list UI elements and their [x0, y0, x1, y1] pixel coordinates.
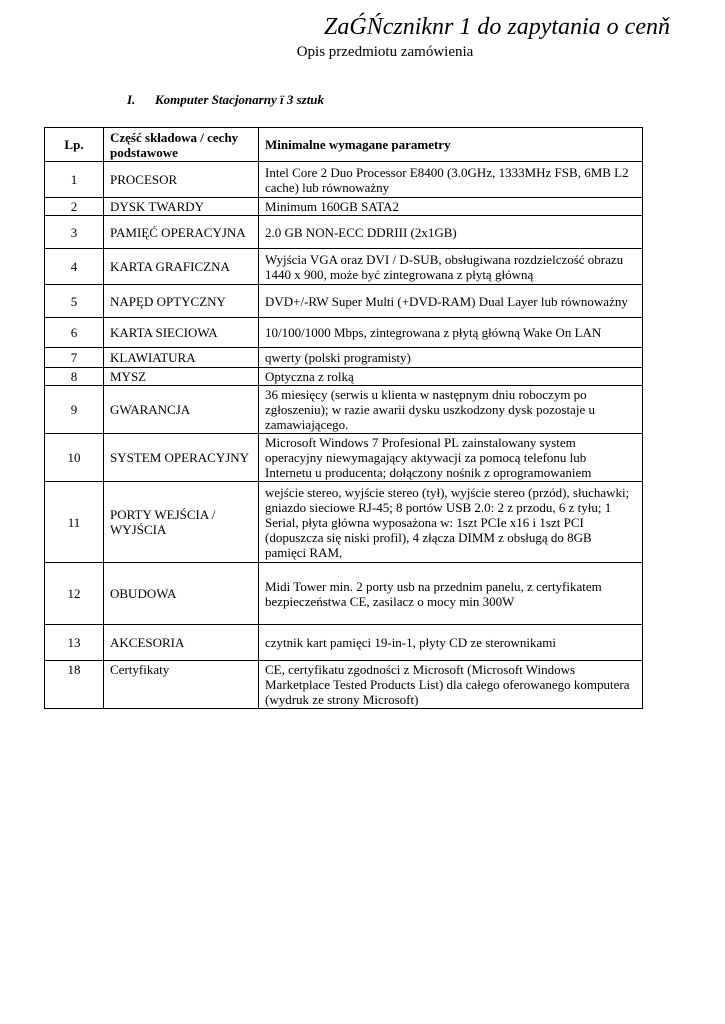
table-row [45, 368, 643, 386]
row-params-cell: Intel Core 2 Duo Processor E8400 (3.0GHz, 1333MHz FSB, 6MB L2 cache) lub równoważny [259, 162, 643, 198]
row-params-cell: DVD+/-RW Super Multi (+DVD-RAM) Dual Layer lub równoważny [259, 285, 643, 318]
header-lp: Lp. [45, 128, 104, 162]
row-params-cell: 2.0 GB NON-ECC DDRIII (2x1GB) [259, 216, 643, 249]
row-component-cell: KLAWIATURA [104, 348, 259, 368]
row-params-cell: wejście stereo, wyjście stereo (tył), wyjście stereo (przód), słuchawki; gniazdo sieciowe RJ-45; 8 portów USB 2.0: 2 z przodu, 6 z tyłu; 1 Serial, płyta główna wyposażona w: 1szt PCIe x16 i 1szt PCI (dopuszcza się niski profil), 4 złącza DIMM z obsługą do 8GB pamięci RAM, [259, 482, 643, 563]
row-lp-cell: 12 [45, 563, 104, 625]
row-lp-cell: 8 [45, 368, 104, 386]
row-params-cell: Wyjścia VGA oraz DVI / D-SUB, obsługiwana rozdzielczość obrazu 1440 x 900, może być zintegrowana z płytą główną [259, 249, 643, 285]
row-lp-cell: 18 [45, 661, 104, 709]
document-subtitle: Opis przedmiotu zamówienia [296, 44, 474, 60]
row-component-cell: PORTY WEJŚCIA / WYJŚCIA [104, 482, 259, 563]
row-params-cell: Midi Tower min. 2 porty usb na przednim panelu, z certyfikatem bezpieczeństwa CE, zasilacz o mocy min 300W [259, 563, 643, 625]
row-component-cell: DYSK TWARDY [104, 198, 259, 216]
table-row [45, 216, 643, 249]
row-lp-cell: 10 [45, 434, 104, 482]
row-component-cell: NAPĘD OPTYCZNY [104, 285, 259, 318]
row-component-cell: GWARANCJA [104, 386, 259, 434]
table-body [45, 162, 643, 709]
table-row [45, 482, 643, 563]
row-params-cell: qwerty (polski programisty) [259, 348, 643, 368]
table-row [45, 318, 643, 348]
row-lp-cell: 3 [45, 216, 104, 249]
row-params-cell: Minimum 160GB SATA2 [259, 198, 643, 216]
table-row [45, 285, 643, 318]
row-lp-cell: 13 [45, 625, 104, 661]
row-lp-cell: 11 [45, 482, 104, 563]
row-lp-cell: 9 [45, 386, 104, 434]
table-row [45, 661, 643, 709]
table-header-row [45, 128, 643, 162]
row-lp-cell: 5 [45, 285, 104, 318]
section-heading [127, 92, 324, 108]
row-component-cell: SYSTEM OPERACYJNY [104, 434, 259, 482]
table-row [45, 625, 643, 661]
row-component-cell: KARTA SIECIOWA [104, 318, 259, 348]
table-row [45, 348, 643, 368]
row-component-cell: KARTA GRAFICZNA [104, 249, 259, 285]
table-row [45, 563, 643, 625]
row-lp-cell: 7 [45, 348, 104, 368]
section-title: Komputer Stacjonarny ї 3 sztuk [155, 92, 325, 107]
row-params-cell: 10/100/1000 Mbps, zintegrowana z płytą główną Wake On LAN [259, 318, 643, 348]
row-params-cell: CE, certyfikatu zgodności z Microsoft (Microsoft Windows Marketplace Tested Products List) dla całego oferowanego komputera (wydruk ze strony Microsoft) [259, 661, 643, 709]
header-component: Część składowa / cechy podstawowe [104, 128, 259, 162]
section-number: I. [127, 92, 136, 107]
row-component-cell: PAMIĘĆ OPERACYJNA [104, 216, 259, 249]
row-lp-cell: 4 [45, 249, 104, 285]
row-params-cell: czytnik kart pamięci 19-in-1, płyty CD ze sterownikami [259, 625, 643, 661]
row-component-cell: MYSZ [104, 368, 259, 386]
row-component-cell: PROCESOR [104, 162, 259, 198]
table-row [45, 434, 643, 482]
row-params-cell: Optyczna z rolką [259, 368, 643, 386]
row-params-cell: Microsoft Windows 7 Profesional PL zainstalowany system operacyjny niewymagający aktywacji za pomocą telefonu lub Internetu u producenta; dołączony nośnik z oprogramowaniem [259, 434, 643, 482]
row-component-cell: Certyfikaty [104, 661, 259, 709]
table-row [45, 198, 643, 216]
row-lp-cell: 2 [45, 198, 104, 216]
row-lp-cell: 1 [45, 162, 104, 198]
row-component-cell: AKCESORIA [104, 625, 259, 661]
table-row [45, 162, 643, 198]
specification-table [44, 127, 643, 709]
row-component-cell: OBUDOWA [104, 563, 259, 625]
row-lp-cell: 6 [45, 318, 104, 348]
table-row [45, 249, 643, 285]
table-row [45, 386, 643, 434]
header-params: Minimalne wymagane parametry [259, 128, 643, 162]
row-params-cell: 36 miesięcy (serwis u klienta w następnym dniu roboczym po zgłoszeniu); w razie awarii dysku uszkodzony dysk pozostaje u zamawiającego. [259, 386, 643, 434]
document-title: ZaǴŃczniknr 1 do zapytania o cenň [324, 14, 670, 40]
